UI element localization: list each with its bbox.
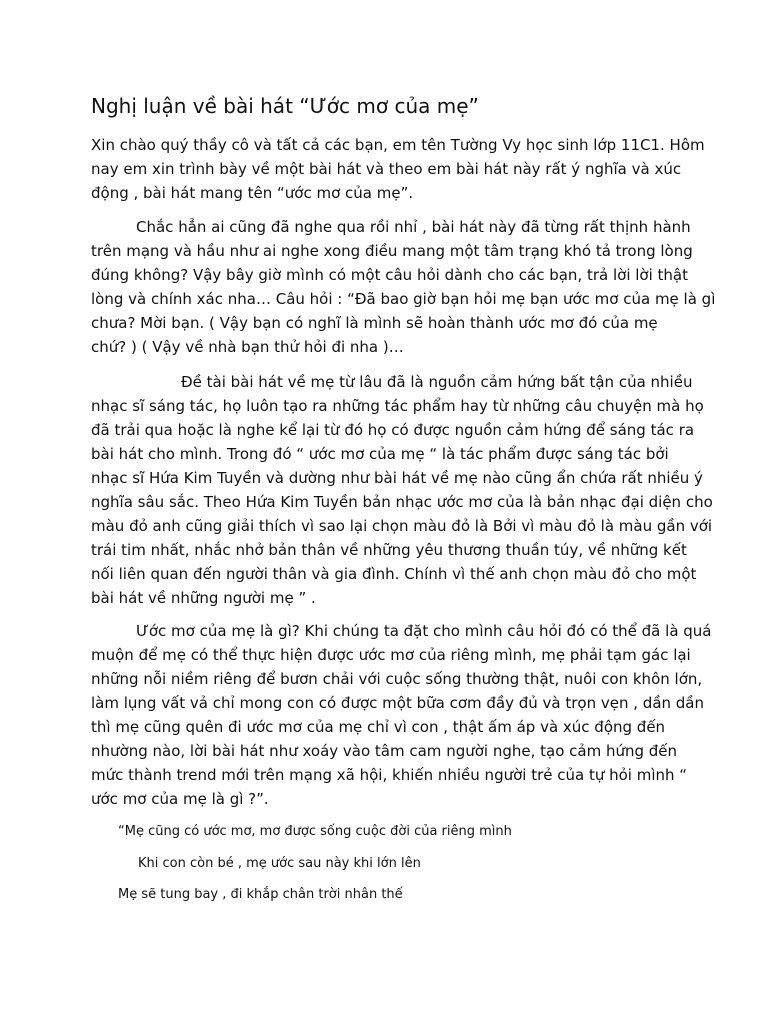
text-line: nhạc sĩ sáng tác, họ luôn tạo ra những tác phẩm hay từ những câu chuyện mà họ — [91, 397, 704, 415]
text-line: những nỗi niềm riêng để bươn chải với cuộc sống thường thật, nuôi con khôn lớn, — [91, 670, 703, 688]
text-line: Ước mơ của mẹ là gì? Khi chúng ta đặt cho mình câu hỏi đó có thể đã là quá — [136, 622, 712, 640]
lyric-line: Mẹ sẽ tung bay , đi khắp chân trời nhân thế — [118, 887, 403, 902]
text-line: trái tim nhất, nhắc nhở bản thân về những yêu thương thuần túy, về những kết — [91, 541, 687, 559]
document-title: Nghị luận về bài hát “Ước mơ của mẹ” — [91, 94, 479, 118]
text-line: nhạc sĩ Hứa Kim Tuyền và dường như bài hát về mẹ nào cũng ẩn chứa rất nhiều ý — [91, 469, 703, 487]
text-line: thì mẹ cũng quên đi ước mơ của mẹ chỉ vì con , thật ấm áp và xúc động đến — [91, 718, 666, 736]
text-line: bài hát cho mình. Trong đó “ ước mơ của mẹ “ là tác phẩm được sáng tác bởi — [91, 445, 669, 463]
text-line: chưa? Mời bạn. ( Vậy bạn có nghĩ là mình sẽ hoàn thành ước mơ đó của mẹ — [91, 314, 658, 332]
text-line: lòng và chính xác nha… Câu hỏi : “Đã bao giờ bạn hỏi mẹ bạn ước mơ của mẹ là gì — [91, 290, 716, 308]
text-line: bài hát về những người mẹ ” . — [91, 589, 316, 607]
text-line: trên mạng và hầu như ai nghe xong điều mang một tâm trạng khó tả trong lòng — [91, 242, 693, 260]
text-line: Chắc hẳn ai cũng đã nghe qua rồi nhỉ , bài hát này đã từng rất thịnh hành — [136, 218, 691, 236]
text-line: ước mơ của mẹ là gì ?”. — [91, 790, 269, 808]
text-line: động , bài hát mang tên “ước mơ của mẹ”. — [91, 184, 414, 202]
text-line: nay em xin trình bày về một bài hát và theo em bài hát này rất ý nghĩa và xúc — [91, 160, 682, 178]
text-line: muộn để mẹ có thể thực hiện được ước mơ của riêng mình, mẹ phải tạm gác lại — [91, 646, 691, 664]
text-line: nghĩa sâu sắc. Theo Hứa Kim Tuyền bản nhạc ước mơ của là bản nhạc đại diện cho — [91, 493, 713, 511]
text-line: nối liên quan đến người thân và gia đình. Chính vì thế anh chọn màu đỏ cho một — [91, 565, 697, 583]
lyric-line: Khi con còn bé , mẹ ước sau này khi lớn lên — [138, 856, 421, 871]
text-line: Xin chào quý thầy cô và tất cả các bạn, em tên Tường Vy học sinh lớp 11C1. Hôm — [91, 136, 705, 154]
lyric-line: “Mẹ cũng có ước mơ, mơ được sống cuộc đời của riêng mình — [118, 824, 512, 839]
text-line: màu đỏ anh cũng giải thích vì sao lại chọn màu đỏ là Bởi vì màu đỏ là màu gần với — [91, 517, 713, 535]
text-line: Đề tài bài hát về mẹ từ lâu đã là nguồn cảm hứng bất tận của nhiều — [181, 373, 693, 391]
text-line: làm lụng vất vả chỉ mong con có được một bữa cơm đầy đủ và trọn vẹn , dần dần — [91, 694, 705, 712]
text-line: mức thành trend mới trên mạng xã hội, khiến nhiều người trẻ của tự hỏi mình “ — [91, 766, 688, 784]
text-line: chứ? ) ( Vậy về nhà bạn thử hỏi đi nha )… — [91, 338, 404, 356]
text-line: đã trải qua hoặc là nghe kể lại từ đó họ có được nguồn cảm hứng để sáng tác ra — [91, 421, 695, 439]
text-line: đúng không? Vậy bây giờ mình có một câu hỏi dành cho các bạn, trả lời lời thật — [91, 266, 689, 284]
text-line: nhường nào, lời bài hát như xoáy vào tâm cam người nghe, tạo cảm hứng đến — [91, 742, 678, 760]
